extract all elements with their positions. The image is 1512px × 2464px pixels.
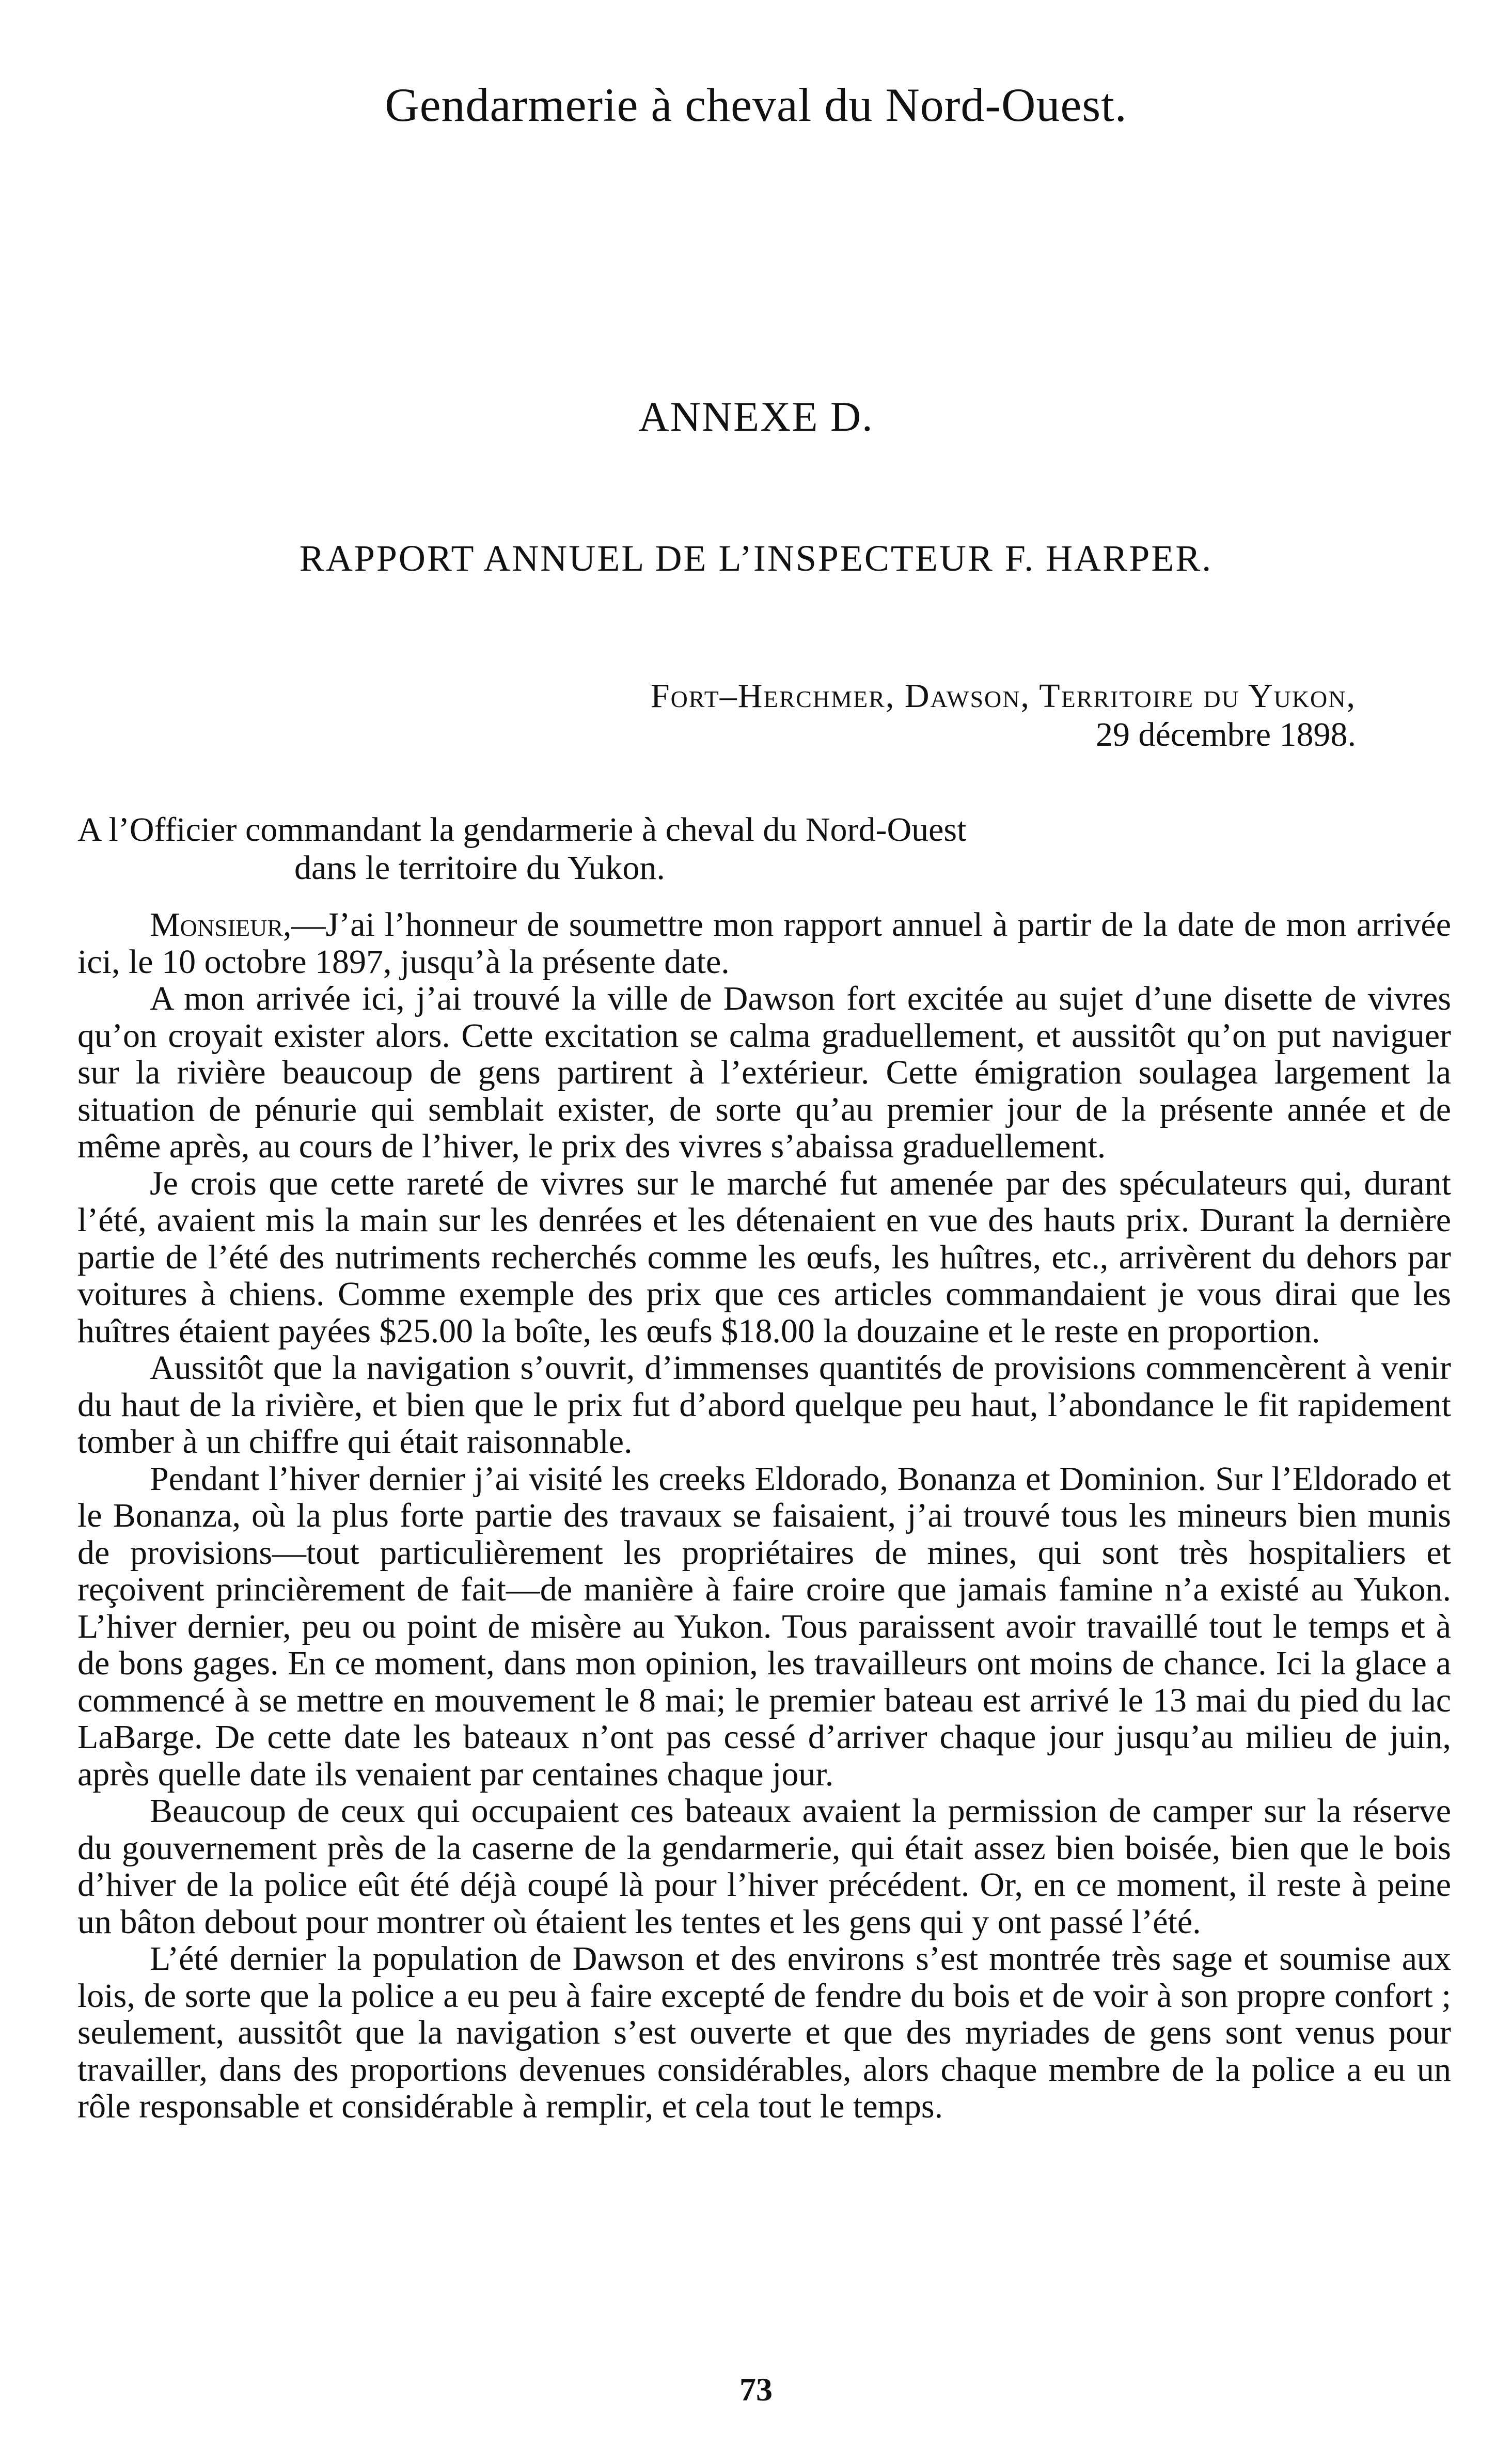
body-paragraph: Je crois que cette rareté de vivres sur le marché fut amenée par des spéculateurs qui, durant l’été, avaient mis la main sur les denrées et les détenaient en vue des hauts prix. Durant la dernière partie de l’été des nutriments recherchés comme les œufs, les huîtres, etc., arrivèrent du dehors par voitures à chiens. Comme exemple des prix que ces articles commandaient je vous dirai que les huîtres étaient payées $25.00 la boîte, les œufs $18.00 la douzaine et le reste en proportion.: [77, 1164, 1451, 1350]
body-paragraph: Pendant l’hiver dernier j’ai visité les creeks Eldorado, Bonanza et Dominion. Sur l’Eldorado et le Bonanza, où la plus forte partie des travaux se faisaient, j’ai trouvé tous les mineurs bien munis de provisions—tout particulièrement les propriétaires de mines, qui sont très hospitaliers et reçoivent princièrement de fait—de manière à faire croire que jamais famine n’a existé au Yukon. L’hiver dernier, peu ou point de misère au Yukon. Tous paraissent avoir travaillé tout le temps et à de bons gages. En ce moment, dans mon opinion, les travailleurs ont moins de chance. Ici la glace a commencé à se mettre en mouvement le 8 mai; le premier bateau est arrivé le 13 mai du pied du lac LaBarge. De cette date les bateaux n’ont pas cessé d’arriver chaque jour jusqu’au milieu de juin, après quelle date ils venaient par centaines chaque jour.: [77, 1459, 1451, 1793]
body-paragraph: Aussitôt que la navigation s’ouvrit, d’immenses quantités de provisions commencèrent à venir du haut de la rivière, et bien que le prix fut d’abord quelque peu haut, l’abondance le fit rapidement tomber à un chiffre qui était raisonnable.: [77, 1349, 1451, 1461]
dateline: [651, 677, 1356, 754]
report-title: RAPPORT ANNUEL DE L’INSPECTEUR F. HARPER.: [299, 538, 1213, 579]
addressee-line-2: dans le territoire du Yukon.: [294, 849, 665, 887]
salutation: Monsieur,: [150, 906, 292, 944]
body-paragraph: [77, 906, 1451, 980]
report-body: [77, 906, 1451, 2125]
dateline-place: Fort–Herchmer, Dawson, Territoire du Yukon,: [650, 677, 1356, 715]
addressee-line-1: A l’Officier commandant la gendarmerie à cheval du Nord-Ouest: [77, 811, 967, 849]
running-title: Gendarmerie à cheval du Nord-Ouest.: [385, 79, 1127, 131]
paragraph-text: —J’ai l’honneur de soumettre mon rapport annuel à partir de la date de mon arrivée ici, le 10 octobre 1897, jusqu’à la présente date.: [77, 906, 1451, 981]
body-paragraph: A mon arrivée ici, j’ai trouvé la ville de Dawson fort excitée au sujet d’une disette de vivres qu’on croyait exister alors. Cette excitation se calma graduellement, et aussitôt qu’on put naviguer sur la rivière beaucoup de gens partirent à l’extérieur. Cette émigration soulagea largement la situation de pénurie qui semblait exister, de sorte qu’au premier jour de la présente année et de même après, au cours de l’hiver, le prix des vivres s’abaissa graduellement.: [77, 980, 1451, 1165]
annex-heading: ANNEXE D.: [638, 393, 874, 440]
page-number: 73: [739, 2371, 773, 2408]
dateline-date: 29 décembre 1898.: [1096, 716, 1356, 754]
body-paragraph: L’été dernier la population de Dawson et des environs s’est montrée très sage et soumise aux lois, de sorte que la police a eu peu à faire excepté de fendre du bois et de voir à son propre confort ; seulement, aussitôt que la navigation s’est ouverte et que des myriades de gens sont venus pour travailler, dans des proportions devenues considérables, alors chaque membre de la police a eu un rôle responsable et considérable à remplir, et cela tout le temps.: [77, 1940, 1451, 2125]
addressee-block: [77, 811, 966, 887]
body-paragraph: Beaucoup de ceux qui occupaient ces bateaux avaient la permission de camper sur la réserve du gouvernement près de la caserne de la gendarmerie, qui était assez bien boisée, bien que le bois d’hiver de la police eût été déjà coupé là pour l’hiver précédent. Or, en ce moment, il reste à peine un bâton debout pour montrer où étaient les tentes et les gens qui y ont passé l’été.: [77, 1792, 1451, 1941]
